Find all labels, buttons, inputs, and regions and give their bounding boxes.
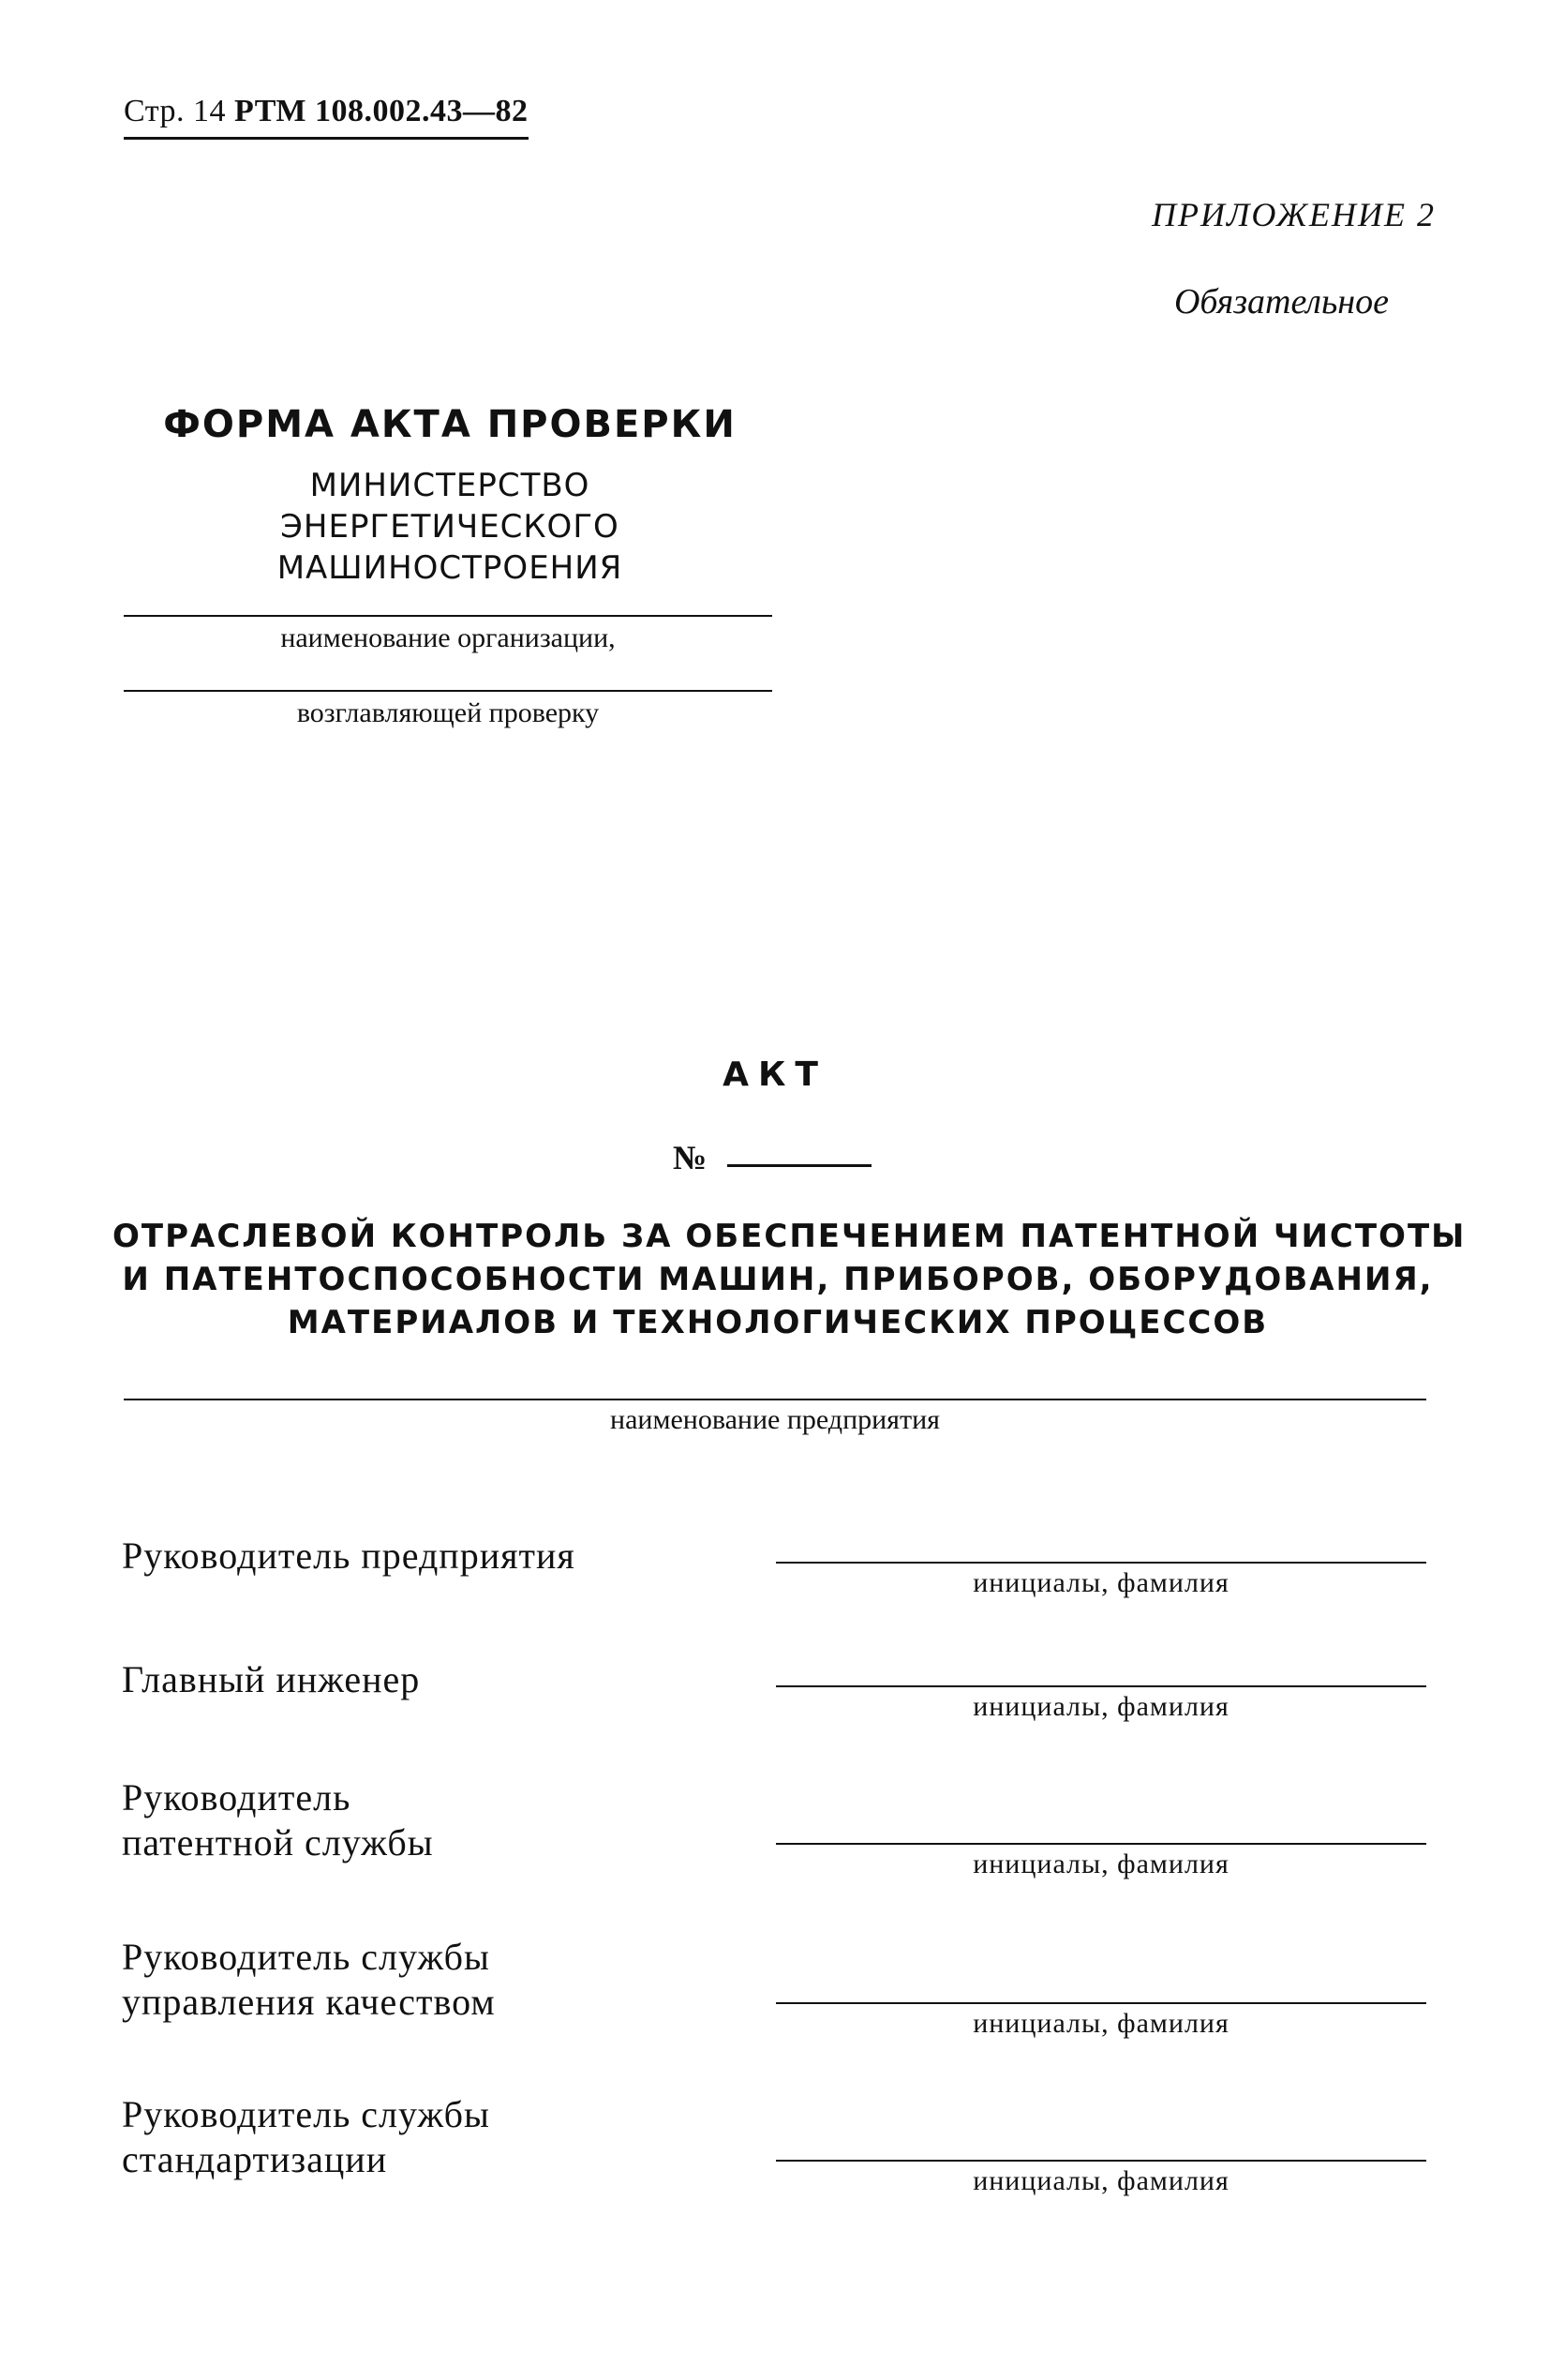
signature-role-standardization-service <box>122 2092 490 2182</box>
signature-role-line: управления качеством <box>122 1981 496 2023</box>
act-title: АКТ <box>723 1055 827 1094</box>
signature-role-line: патентной службы <box>122 1821 434 1864</box>
signature-role-line: Руководитель службы <box>122 2093 490 2135</box>
signature-role-line: Руководитель предприятия <box>122 1534 575 1577</box>
page-number-label: Стр. 14 <box>124 94 227 128</box>
organization-fill-line-2 <box>124 690 772 692</box>
signature-role-line: Руководитель службы <box>122 1936 490 1978</box>
signature-caption: инициалы, фамилия <box>973 2165 1230 2196</box>
appendix-label: ПРИЛОЖЕНИЕ 2 <box>1152 196 1436 233</box>
signature-role-chief-engineer <box>122 1657 420 1702</box>
ministry-line: МАШИНОСТРОЕНИЯ <box>276 549 623 587</box>
enterprise-fill-line <box>124 1399 1426 1400</box>
signature-caption: инициалы, фамилия <box>973 1567 1230 1598</box>
signature-caption: инициалы, фамилия <box>973 2008 1230 2039</box>
act-subject-line: ОТРАСЛЕВОЙ КОНТРОЛЬ ЗА ОБЕСПЕЧЕНИЕМ ПАТЕНТНОЙ ЧИСТОТЫ <box>112 1218 1467 1255</box>
appendix-status: Обязательное <box>1173 282 1389 322</box>
signature-fill-line <box>776 1843 1426 1845</box>
ministry-name <box>122 465 778 589</box>
act-number-sign: № <box>673 1139 708 1176</box>
signature-caption: инициалы, фамилия <box>973 1691 1230 1722</box>
signature-caption: инициалы, фамилия <box>973 1849 1230 1879</box>
signature-role-line: Главный инженер <box>122 1658 421 1700</box>
document-code: РТМ 108.002.43—82 <box>234 94 529 128</box>
signature-fill-line <box>776 1685 1426 1687</box>
ministry-line: ЭНЕРГЕТИЧЕСКОГО <box>280 508 619 546</box>
organization-fill-line <box>124 615 772 617</box>
organization-caption-2: возглавляющей проверку <box>296 697 600 728</box>
enterprise-caption: наименование предприятия <box>610 1404 940 1435</box>
signature-fill-line <box>776 1562 1426 1564</box>
act-number-fill-line <box>727 1164 872 1167</box>
act-subject <box>112 1215 1467 1344</box>
signature-role-patent-service <box>122 1775 434 1865</box>
signature-role-line: стандартизации <box>122 2138 388 2180</box>
organization-caption: наименование организации, <box>280 622 616 653</box>
ministry-line: МИНИСТЕРСТВО <box>309 467 590 504</box>
signature-role-line: Руководитель <box>122 1776 351 1819</box>
signature-fill-line <box>776 2002 1426 2004</box>
form-title: ФОРМА АКТА ПРОВЕРКИ <box>163 403 737 446</box>
signature-role-quality-service <box>122 1935 496 2025</box>
signature-fill-line <box>776 2160 1426 2162</box>
signature-role-enterprise-head <box>122 1534 575 1579</box>
act-subject-line: МАТЕРИАЛОВ И ТЕХНОЛОГИЧЕСКИХ ПРОЦЕССОВ <box>287 1304 1269 1341</box>
page-header <box>124 94 529 140</box>
act-subject-line: И ПАТЕНТОСПОСОБНОСТИ МАШИН, ПРИБОРОВ, ОБОРУДОВАНИЯ, <box>122 1261 1434 1298</box>
